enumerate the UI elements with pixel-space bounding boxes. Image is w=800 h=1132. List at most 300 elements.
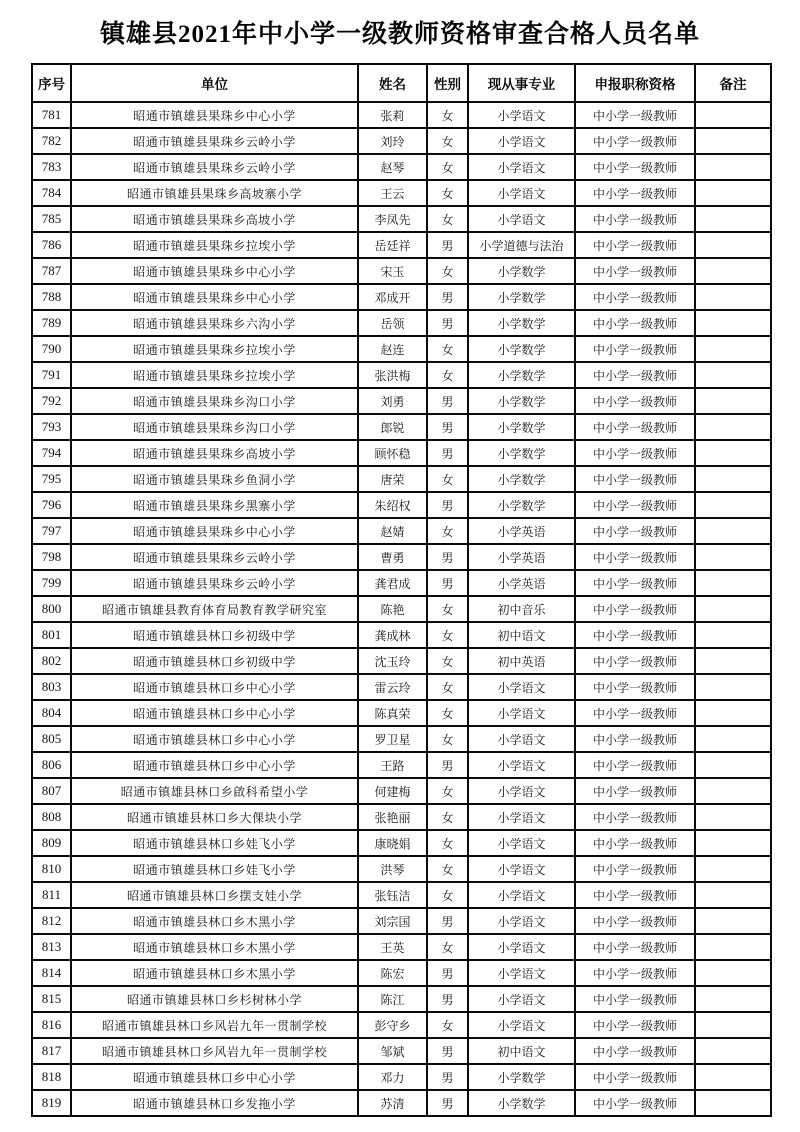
- name-cell: 李凤先: [358, 206, 427, 232]
- table-row: [32, 518, 771, 544]
- name-cell: 张艳丽: [358, 804, 427, 830]
- qualification-cell: 中小学一级教师: [575, 1038, 695, 1064]
- qualification-cell: 中小学一级教师: [575, 544, 695, 570]
- name-cell: 王路: [358, 752, 427, 778]
- name-cell: 陈江: [358, 986, 427, 1012]
- remark-cell: [695, 544, 771, 570]
- unit-cell: 昭通市镇雄县林口乡摆支娃小学: [71, 882, 358, 908]
- gender-cell: 男: [427, 310, 468, 336]
- name-cell: 龚君成: [358, 570, 427, 596]
- name-cell: 顾怀稳: [358, 440, 427, 466]
- qualification-cell: 中小学一级教师: [575, 804, 695, 830]
- name-cell: 刘玲: [358, 128, 427, 154]
- qualification-cell: 中小学一级教师: [575, 102, 695, 128]
- gender-cell: 女: [427, 622, 468, 648]
- serial-cell: 790: [32, 336, 71, 362]
- major-cell: 小学语文: [468, 960, 575, 986]
- unit-cell: 昭通市镇雄县林口乡娃飞小学: [71, 856, 358, 882]
- major-cell: 小学语文: [468, 1012, 575, 1038]
- major-cell: 小学英语: [468, 544, 575, 570]
- table-row: [32, 414, 771, 440]
- name-cell: 龚成林: [358, 622, 427, 648]
- table-row: [32, 102, 771, 128]
- table-row: [32, 778, 771, 804]
- unit-cell: 昭通市镇雄县果珠乡高坡小学: [71, 440, 358, 466]
- serial-cell: 788: [32, 284, 71, 310]
- table-row: [32, 258, 771, 284]
- serial-cell: 801: [32, 622, 71, 648]
- gender-cell: 女: [427, 882, 468, 908]
- table-row: [32, 544, 771, 570]
- remark-cell: [695, 128, 771, 154]
- table-row: [32, 622, 771, 648]
- remark-cell: [695, 570, 771, 596]
- major-cell: 小学数学: [468, 466, 575, 492]
- serial-cell: 807: [32, 778, 71, 804]
- name-cell: 王云: [358, 180, 427, 206]
- qualification-cell: 中小学一级教师: [575, 908, 695, 934]
- remark-cell: [695, 102, 771, 128]
- serial-cell: 782: [32, 128, 71, 154]
- name-cell: 彭守乡: [358, 1012, 427, 1038]
- table-row: [32, 440, 771, 466]
- qualification-cell: 中小学一级教师: [575, 414, 695, 440]
- table-row: [32, 648, 771, 674]
- serial-cell: 791: [32, 362, 71, 388]
- major-cell: 小学数学: [468, 336, 575, 362]
- name-cell: 康晓娟: [358, 830, 427, 856]
- serial-cell: 811: [32, 882, 71, 908]
- unit-cell: 昭通市镇雄县林口乡风岩九年一贯制学校: [71, 1012, 358, 1038]
- major-cell: 小学数学: [468, 388, 575, 414]
- serial-cell: 786: [32, 232, 71, 258]
- major-cell: 初中语文: [468, 1038, 575, 1064]
- unit-cell: 昭通市镇雄县果珠乡云岭小学: [71, 154, 358, 180]
- serial-cell: 808: [32, 804, 71, 830]
- gender-cell: 男: [427, 232, 468, 258]
- qualification-cell: 中小学一级教师: [575, 622, 695, 648]
- qualification-cell: 中小学一级教师: [575, 440, 695, 466]
- gender-cell: 男: [427, 492, 468, 518]
- serial-cell: 798: [32, 544, 71, 570]
- remark-cell: [695, 622, 771, 648]
- gender-cell: 女: [427, 362, 468, 388]
- unit-cell: 昭通市镇雄县果珠乡拉埃小学: [71, 336, 358, 362]
- table-row: [32, 466, 771, 492]
- gender-cell: 女: [427, 128, 468, 154]
- major-cell: 小学数学: [468, 1064, 575, 1090]
- remark-cell: [695, 778, 771, 804]
- gender-cell: 男: [427, 960, 468, 986]
- remark-cell: [695, 908, 771, 934]
- qualification-cell: 中小学一级教师: [575, 466, 695, 492]
- remark-cell: [695, 700, 771, 726]
- major-cell: 小学道德与法治: [468, 232, 575, 258]
- gender-cell: 男: [427, 1064, 468, 1090]
- table-row: [32, 154, 771, 180]
- unit-cell: 昭通市镇雄县果珠乡中心小学: [71, 102, 358, 128]
- table-row: [32, 934, 771, 960]
- serial-cell: 802: [32, 648, 71, 674]
- qualification-cell: 中小学一级教师: [575, 596, 695, 622]
- serial-cell: 785: [32, 206, 71, 232]
- name-cell: 朱绍权: [358, 492, 427, 518]
- qualification-cell: 中小学一级教师: [575, 752, 695, 778]
- unit-cell: 昭通市镇雄县林口乡木黑小学: [71, 960, 358, 986]
- remark-cell: [695, 1090, 771, 1116]
- gender-cell: 男: [427, 414, 468, 440]
- major-cell: 小学语文: [468, 778, 575, 804]
- remark-cell: [695, 440, 771, 466]
- name-cell: 宋玉: [358, 258, 427, 284]
- major-cell: 小学语文: [468, 882, 575, 908]
- name-cell: 郎锐: [358, 414, 427, 440]
- name-cell: 曹勇: [358, 544, 427, 570]
- table-row: [32, 128, 771, 154]
- gender-cell: 男: [427, 986, 468, 1012]
- remark-cell: [695, 726, 771, 752]
- remark-cell: [695, 1012, 771, 1038]
- column-header-gender: 性别: [427, 64, 468, 102]
- name-cell: 赵琴: [358, 154, 427, 180]
- qualification-cell: 中小学一级教师: [575, 960, 695, 986]
- gender-cell: 女: [427, 778, 468, 804]
- qualification-cell: 中小学一级教师: [575, 648, 695, 674]
- table-row: [32, 1012, 771, 1038]
- qualification-cell: 中小学一级教师: [575, 986, 695, 1012]
- major-cell: 小学语文: [468, 726, 575, 752]
- qualification-cell: 中小学一级教师: [575, 778, 695, 804]
- serial-cell: 810: [32, 856, 71, 882]
- name-cell: 岳领: [358, 310, 427, 336]
- major-cell: 小学语文: [468, 180, 575, 206]
- serial-cell: 797: [32, 518, 71, 544]
- unit-cell: 昭通市镇雄县果珠乡拉埃小学: [71, 362, 358, 388]
- major-cell: 小学语文: [468, 934, 575, 960]
- table-row: [32, 362, 771, 388]
- qualification-cell: 中小学一级教师: [575, 518, 695, 544]
- serial-cell: 787: [32, 258, 71, 284]
- major-cell: 小学语文: [468, 154, 575, 180]
- column-header-major: 现从事专业: [468, 64, 575, 102]
- table-row: [32, 908, 771, 934]
- serial-cell: 795: [32, 466, 71, 492]
- column-header-name: 姓名: [358, 64, 427, 102]
- page-title: 镇雄县2021年中小学一级教师资格审查合格人员名单: [99, 21, 700, 48]
- gender-cell: 女: [427, 804, 468, 830]
- major-cell: 初中英语: [468, 648, 575, 674]
- major-cell: 小学语文: [468, 752, 575, 778]
- serial-cell: 818: [32, 1064, 71, 1090]
- major-cell: 小学语文: [468, 102, 575, 128]
- name-cell: 刘勇: [358, 388, 427, 414]
- name-cell: 刘宗国: [358, 908, 427, 934]
- name-cell: 邓力: [358, 1064, 427, 1090]
- major-cell: 小学语文: [468, 908, 575, 934]
- unit-cell: 昭通市镇雄县林口乡啟科希望小学: [71, 778, 358, 804]
- qualification-cell: 中小学一级教师: [575, 388, 695, 414]
- gender-cell: 女: [427, 258, 468, 284]
- gender-cell: 男: [427, 388, 468, 414]
- remark-cell: [695, 310, 771, 336]
- name-cell: 张莉: [358, 102, 427, 128]
- unit-cell: 昭通市镇雄县果珠乡黑寨小学: [71, 492, 358, 518]
- unit-cell: 昭通市镇雄县果珠乡云岭小学: [71, 128, 358, 154]
- gender-cell: 女: [427, 830, 468, 856]
- name-cell: 唐荣: [358, 466, 427, 492]
- remark-cell: [695, 492, 771, 518]
- table-row: [32, 180, 771, 206]
- table-row: [32, 492, 771, 518]
- table-row: [32, 310, 771, 336]
- table-row: [32, 284, 771, 310]
- remark-cell: [695, 882, 771, 908]
- qualification-cell: 中小学一级教师: [575, 1064, 695, 1090]
- unit-cell: 昭通市镇雄县林口乡大倮块小学: [71, 804, 358, 830]
- qualification-cell: 中小学一级教师: [575, 258, 695, 284]
- serial-cell: 803: [32, 674, 71, 700]
- unit-cell: 昭通市镇雄县林口乡中心小学: [71, 1064, 358, 1090]
- qualification-cell: 中小学一级教师: [575, 128, 695, 154]
- unit-cell: 昭通市镇雄县林口乡木黑小学: [71, 934, 358, 960]
- unit-cell: 昭通市镇雄县果珠乡拉埃小学: [71, 232, 358, 258]
- remark-cell: [695, 388, 771, 414]
- table-row: [32, 1038, 771, 1064]
- serial-cell: 799: [32, 570, 71, 596]
- table-row: [32, 674, 771, 700]
- major-cell: 初中音乐: [468, 596, 575, 622]
- unit-cell: 昭通市镇雄县果珠乡中心小学: [71, 258, 358, 284]
- major-cell: 小学语文: [468, 206, 575, 232]
- gender-cell: 男: [427, 752, 468, 778]
- major-cell: 小学语文: [468, 830, 575, 856]
- unit-cell: 昭通市镇雄县果珠乡高坡小学: [71, 206, 358, 232]
- unit-cell: 昭通市镇雄县果珠乡中心小学: [71, 518, 358, 544]
- serial-cell: 819: [32, 1090, 71, 1116]
- serial-cell: 792: [32, 388, 71, 414]
- unit-cell: 昭通市镇雄县林口乡发拖小学: [71, 1090, 358, 1116]
- gender-cell: 女: [427, 674, 468, 700]
- name-cell: 沈玉玲: [358, 648, 427, 674]
- serial-cell: 809: [32, 830, 71, 856]
- name-cell: 陈宏: [358, 960, 427, 986]
- remark-cell: [695, 466, 771, 492]
- unit-cell: 昭通市镇雄县果珠乡云岭小学: [71, 544, 358, 570]
- unit-cell: 昭通市镇雄县林口乡中心小学: [71, 700, 358, 726]
- serial-cell: 813: [32, 934, 71, 960]
- unit-cell: 昭通市镇雄县林口乡娃飞小学: [71, 830, 358, 856]
- table-row: [32, 856, 771, 882]
- table-row: [32, 804, 771, 830]
- table-row: [32, 726, 771, 752]
- gender-cell: 女: [427, 856, 468, 882]
- remark-cell: [695, 830, 771, 856]
- major-cell: 小学数学: [468, 440, 575, 466]
- remark-cell: [695, 960, 771, 986]
- serial-cell: 812: [32, 908, 71, 934]
- remark-cell: [695, 518, 771, 544]
- gender-cell: 女: [427, 154, 468, 180]
- serial-cell: 784: [32, 180, 71, 206]
- major-cell: 小学英语: [468, 518, 575, 544]
- name-cell: 罗卫星: [358, 726, 427, 752]
- serial-cell: 805: [32, 726, 71, 752]
- remark-cell: [695, 258, 771, 284]
- serial-cell: 804: [32, 700, 71, 726]
- qualification-cell: 中小学一级教师: [575, 336, 695, 362]
- major-cell: 小学数学: [468, 258, 575, 284]
- table-row: [32, 752, 771, 778]
- gender-cell: 男: [427, 908, 468, 934]
- remark-cell: [695, 934, 771, 960]
- table-row: [32, 700, 771, 726]
- gender-cell: 女: [427, 466, 468, 492]
- table-row: [32, 388, 771, 414]
- remark-cell: [695, 804, 771, 830]
- serial-cell: 806: [32, 752, 71, 778]
- major-cell: 小学语文: [468, 700, 575, 726]
- qualification-cell: 中小学一级教师: [575, 206, 695, 232]
- qualification-cell: 中小学一级教师: [575, 674, 695, 700]
- column-header-serial: 序号: [32, 64, 71, 102]
- serial-cell: 794: [32, 440, 71, 466]
- name-cell: 何建梅: [358, 778, 427, 804]
- table-row: [32, 232, 771, 258]
- remark-cell: [695, 986, 771, 1012]
- unit-cell: 昭通市镇雄县林口乡初级中学: [71, 648, 358, 674]
- name-cell: 洪琴: [358, 856, 427, 882]
- gender-cell: 女: [427, 726, 468, 752]
- major-cell: 小学数学: [468, 284, 575, 310]
- name-cell: 赵连: [358, 336, 427, 362]
- name-cell: 张钰洁: [358, 882, 427, 908]
- gender-cell: 女: [427, 1012, 468, 1038]
- gender-cell: 女: [427, 102, 468, 128]
- serial-cell: 793: [32, 414, 71, 440]
- major-cell: 小学数学: [468, 414, 575, 440]
- remark-cell: [695, 752, 771, 778]
- major-cell: 小学数学: [468, 362, 575, 388]
- name-cell: 岳廷祥: [358, 232, 427, 258]
- unit-cell: 昭通市镇雄县果珠乡六沟小学: [71, 310, 358, 336]
- name-cell: 雷云玲: [358, 674, 427, 700]
- serial-cell: 817: [32, 1038, 71, 1064]
- unit-cell: 昭通市镇雄县果珠乡沟口小学: [71, 388, 358, 414]
- qualification-cell: 中小学一级教师: [575, 1090, 695, 1116]
- remark-cell: [695, 336, 771, 362]
- name-cell: 邓成开: [358, 284, 427, 310]
- major-cell: 小学数学: [468, 1090, 575, 1116]
- remark-cell: [695, 180, 771, 206]
- table-header-row: [32, 64, 771, 102]
- remark-cell: [695, 1038, 771, 1064]
- name-cell: 苏清: [358, 1090, 427, 1116]
- serial-cell: 781: [32, 102, 71, 128]
- unit-cell: 昭通市镇雄县果珠乡中心小学: [71, 284, 358, 310]
- major-cell: 初中语文: [468, 622, 575, 648]
- table-row: [32, 1064, 771, 1090]
- gender-cell: 男: [427, 570, 468, 596]
- gender-cell: 女: [427, 934, 468, 960]
- remark-cell: [695, 856, 771, 882]
- gender-cell: 男: [427, 440, 468, 466]
- qualification-cell: 中小学一级教师: [575, 1012, 695, 1038]
- table-row: [32, 986, 771, 1012]
- name-cell: 陈真荣: [358, 700, 427, 726]
- gender-cell: 女: [427, 180, 468, 206]
- qualification-cell: 中小学一级教师: [575, 180, 695, 206]
- unit-cell: 昭通市镇雄县林口乡中心小学: [71, 726, 358, 752]
- remark-cell: [695, 206, 771, 232]
- qualification-cell: 中小学一级教师: [575, 700, 695, 726]
- major-cell: 小学语文: [468, 804, 575, 830]
- gender-cell: 女: [427, 518, 468, 544]
- gender-cell: 女: [427, 206, 468, 232]
- serial-cell: 814: [32, 960, 71, 986]
- serial-cell: 815: [32, 986, 71, 1012]
- unit-cell: 昭通市镇雄县教育体育局教育教学研究室: [71, 596, 358, 622]
- unit-cell: 昭通市镇雄县林口乡中心小学: [71, 674, 358, 700]
- qualification-cell: 中小学一级教师: [575, 570, 695, 596]
- major-cell: 小学语文: [468, 986, 575, 1012]
- gender-cell: 女: [427, 700, 468, 726]
- unit-cell: 昭通市镇雄县果珠乡沟口小学: [71, 414, 358, 440]
- column-header-unit: 单位: [71, 64, 358, 102]
- serial-cell: 816: [32, 1012, 71, 1038]
- remark-cell: [695, 414, 771, 440]
- unit-cell: 昭通市镇雄县林口乡杉树林小学: [71, 986, 358, 1012]
- qualification-cell: 中小学一级教师: [575, 284, 695, 310]
- unit-cell: 昭通市镇雄县林口乡中心小学: [71, 752, 358, 778]
- column-header-qualification: 申报职称资格: [575, 64, 695, 102]
- table-row: [32, 1090, 771, 1116]
- table-row: [32, 206, 771, 232]
- remark-cell: [695, 1064, 771, 1090]
- remark-cell: [695, 674, 771, 700]
- table-row: [32, 570, 771, 596]
- qualification-cell: 中小学一级教师: [575, 856, 695, 882]
- name-cell: 王英: [358, 934, 427, 960]
- table-row: [32, 596, 771, 622]
- remark-cell: [695, 284, 771, 310]
- qualification-cell: 中小学一级教师: [575, 934, 695, 960]
- name-cell: 邹斌: [358, 1038, 427, 1064]
- major-cell: 小学数学: [468, 310, 575, 336]
- qualification-cell: 中小学一级教师: [575, 154, 695, 180]
- gender-cell: 女: [427, 336, 468, 362]
- gender-cell: 女: [427, 596, 468, 622]
- unit-cell: 昭通市镇雄县果珠乡鱼洞小学: [71, 466, 358, 492]
- gender-cell: 男: [427, 284, 468, 310]
- table-row: [32, 960, 771, 986]
- qualification-cell: 中小学一级教师: [575, 310, 695, 336]
- major-cell: 小学语文: [468, 128, 575, 154]
- gender-cell: 男: [427, 1090, 468, 1116]
- qualification-cell: 中小学一级教师: [575, 362, 695, 388]
- qualification-cell: 中小学一级教师: [575, 882, 695, 908]
- remark-cell: [695, 596, 771, 622]
- serial-cell: 783: [32, 154, 71, 180]
- unit-cell: 昭通市镇雄县果珠乡高坡寨小学: [71, 180, 358, 206]
- serial-cell: 789: [32, 310, 71, 336]
- table-row: [32, 830, 771, 856]
- qualification-cell: 中小学一级教师: [575, 830, 695, 856]
- unit-cell: 昭通市镇雄县林口乡风岩九年一贯制学校: [71, 1038, 358, 1064]
- teacher-roster-table: [31, 63, 772, 1117]
- major-cell: 小学语文: [468, 856, 575, 882]
- unit-cell: 昭通市镇雄县林口乡木黑小学: [71, 908, 358, 934]
- table-row: [32, 336, 771, 362]
